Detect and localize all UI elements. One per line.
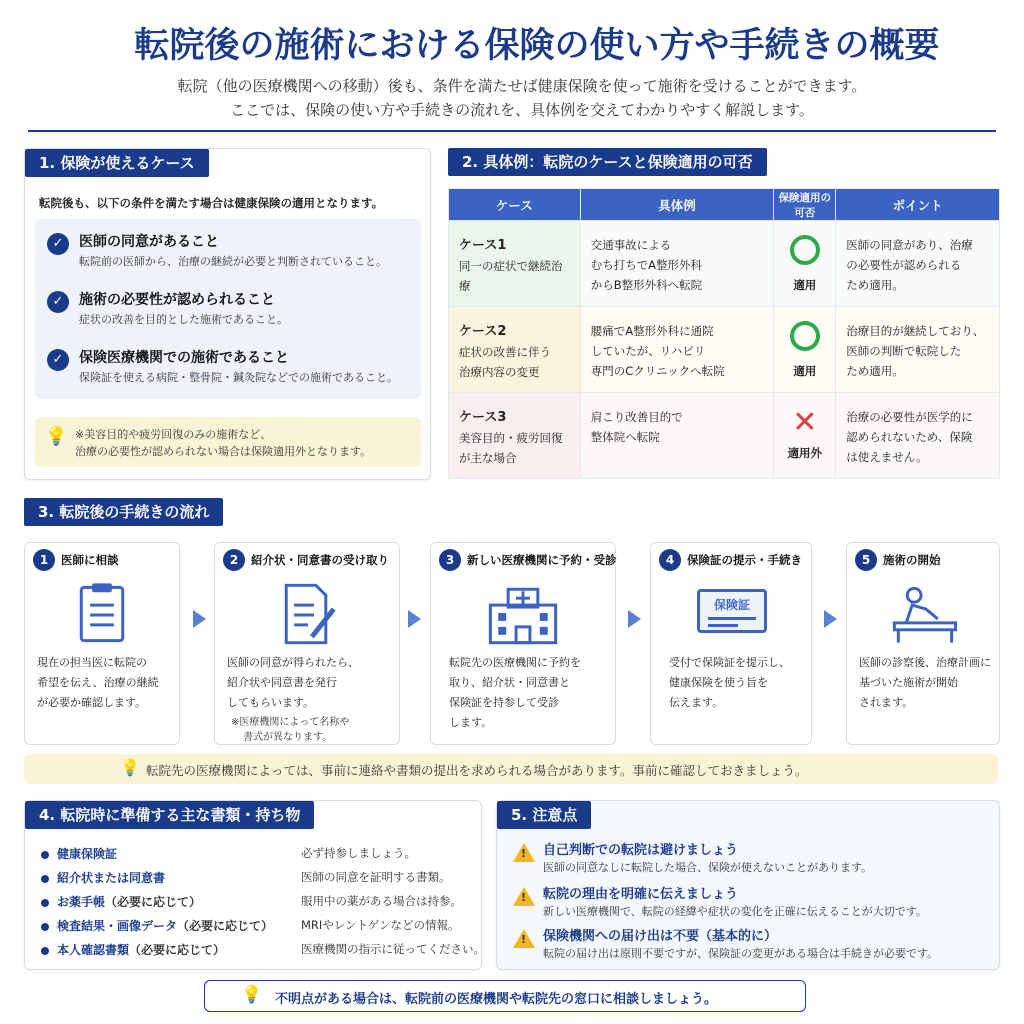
intro-text (0, 74, 1024, 122)
step-card (214, 542, 400, 745)
clipboard-icon (25, 583, 179, 645)
example-cell: 腰痛でA整形外科に通院 していたが、リハビリ 専門のCクリニックへ転院 (580, 307, 774, 393)
lightbulb-icon: 💡 (45, 426, 68, 447)
condition-desc: 転院前の医師から、治療の継続が必要と判断されていること。 (79, 255, 387, 268)
examples-table (448, 188, 1000, 479)
flow-note (24, 754, 998, 784)
step-note: ※医療機関によって名称や 書式が異なります。 (231, 717, 350, 743)
section-documents (24, 800, 485, 970)
caution-head: 転院の理由を明確に伝えましょう (543, 887, 739, 902)
caution-head: 自己判断での転院は避けましょう (543, 843, 739, 858)
section-lead: 転院後も、以下の条件を満たす場合は健康保険の適用となります。 (39, 196, 384, 210)
step-desc: 受付で保険証を提示し、 健康保険を使う旨を 伝えます。 (669, 656, 790, 709)
step-title: 医師に相談 (61, 553, 119, 567)
list-item: お薬手帳（必要に応じて） 服用中の薬がある場合は持参。 (41, 893, 201, 910)
section-title: 4. 転院時に準備する主な書類・持ち物 (25, 801, 314, 829)
document-pen-icon (215, 583, 399, 645)
step-number: 3 (439, 549, 461, 571)
table-row (449, 393, 1000, 479)
cross-ng-icon: ✕ (792, 405, 818, 440)
note-text (75, 426, 371, 460)
bullet-dot-icon (41, 851, 49, 859)
warning-icon: ! (513, 887, 535, 906)
section-title: 3. 転院後の手続きの流れ (24, 498, 223, 526)
step-card (846, 542, 1000, 745)
result-cell: 適用 (774, 307, 836, 393)
step-desc: 現在の担当医に転院の 希望を伝え、治療の継続 が必要か確認します。 (37, 656, 159, 709)
section-insurance-cases (24, 148, 431, 480)
section-title: 5. 注意点 (497, 801, 591, 829)
caution-desc: 転院の届け出は原則不要ですが、保険証の変更がある場合は手続きが必要です。 (543, 947, 939, 960)
case-cell: ケース3 美容目的・疲労回復 が主な場合 (449, 393, 581, 479)
condition-head: 保険医療機関での施術であること (79, 350, 289, 366)
lightbulb-icon: 💡 (120, 758, 140, 777)
step-title: 保険証の提示・手続き (687, 553, 802, 567)
condition-desc: 保険証を使える病院・整骨院・鍼灸院などでの施術であること。 (79, 371, 398, 384)
result-cell: ✕ 適用外 (774, 393, 836, 479)
example-cell: 肩こり改善目的で 整体院へ転院 (580, 393, 774, 479)
list-item: 検査結果・画像データ（必要に応じて） MRIやレントゲンなどの情報。 (41, 917, 273, 934)
case-cell: ケース2 症状の改善に伴う 治療内容の変更 (449, 307, 581, 393)
section-cautions (496, 800, 1000, 970)
footer-text: 不明点がある場合は、転院前の医療機関や転院先の窓口に相談しましょう。 (275, 992, 718, 1007)
arrow-right-icon (193, 610, 206, 628)
section-title: 1. 保険が使えるケース (25, 149, 209, 177)
step-number: 4 (659, 549, 681, 571)
footer-note (204, 980, 806, 1012)
intro-line: ここでは、保険の使い方や手続きの流れを、具体例を交えてわかりやすく解説します。 (230, 101, 814, 119)
step-number: 2 (223, 549, 245, 571)
conditions-box (35, 219, 421, 399)
treatment-bed-icon (847, 583, 999, 645)
caution-desc: 新しい医療機関で、転院の経緯や症状の変化を正確に伝えることが大切です。 (543, 905, 927, 918)
check-icon: ✓ (47, 349, 69, 371)
condition-head: 施術の必要性が認められること (79, 292, 275, 308)
card-label: 保険証 (713, 598, 750, 612)
step-card (24, 542, 180, 745)
warning-icon: ! (513, 929, 535, 948)
step-desc: 医師の同意が得られたら、 紹介状や同意書を発行 してもらいます。 (227, 656, 359, 709)
step-number: 1 (33, 549, 55, 571)
section-title: 2. 具体例：転院のケースと保険適用の可否 (448, 148, 767, 176)
condition-head: 医師の同意があること (79, 234, 219, 250)
arrow-right-icon (408, 610, 421, 628)
condition-desc: 症状の改善を目的とした施術であること。 (79, 313, 288, 326)
table-header-row (449, 189, 1000, 221)
step-number: 5 (855, 549, 877, 571)
note-line: ※美容目的や疲労回復のみの施術など、 (75, 428, 272, 441)
note-text: 転院先の医療機関によっては、事前に連絡や書類の提出を求められる場合があります。事前に確認しておきましょう。 (146, 763, 808, 778)
step-card (430, 542, 616, 745)
list-item: 紹介状または同意書 医師の同意を証明する書類。 (41, 869, 165, 886)
insurance-card-icon (651, 583, 811, 645)
case-cell: ケース1 同一の症状で継続治療 (449, 221, 581, 307)
circle-ok-icon (790, 235, 820, 265)
column-header: ケース (449, 189, 581, 221)
arrow-right-icon (824, 610, 837, 628)
point-cell: 医師の同意があり、治療 の必要性が認められる ため適用。 (836, 221, 1000, 307)
section-examples (448, 148, 1004, 480)
bullet-dot-icon (41, 947, 49, 955)
caution-head: 保険機関への届け出は不要（基本的に） (543, 929, 778, 944)
step-title: 新しい医療機関に予約・受診 (467, 553, 617, 567)
step-card (650, 542, 812, 745)
result-cell: 適用 (774, 221, 836, 307)
warning-icon: ! (513, 843, 535, 862)
table-row (449, 307, 1000, 393)
bullet-dot-icon (41, 875, 49, 883)
circle-ok-icon (790, 321, 820, 351)
check-icon: ✓ (47, 291, 69, 313)
check-icon: ✓ (47, 233, 69, 255)
lightbulb-icon: 💡 (241, 985, 263, 1005)
step-title: 紹介状・同意書の受け取り (251, 553, 389, 567)
note-box (35, 417, 421, 467)
step-desc: 転院先の医療機関に予約を 取り、紹介状・同意書と 保険証を持参して受診 します。 (449, 656, 581, 729)
column-header: 具体例 (580, 189, 774, 221)
hospital-icon (431, 583, 615, 645)
list-item: 本人確認書類（必要に応じて） 医療機関の指示に従ってください。 (41, 941, 225, 958)
intro-line: 転院（他の医療機関への移動）後も、条件を満たせば健康保険を使って施術を受けることができます。 (177, 77, 867, 95)
point-cell: 治療の必要性が医学的に 認められないため、保険 は使えません。 (836, 393, 1000, 479)
page-title: 転院後の施術における保険の使い方や手続きの概要 (134, 26, 940, 66)
bullet-dot-icon (41, 923, 49, 931)
column-header: 保険適用の可否 (774, 189, 836, 221)
column-header: ポイント (836, 189, 1000, 221)
step-title: 施術の開始 (883, 553, 941, 567)
point-cell: 治療目的が継続しており、 医師の判断で転院した ため適用。 (836, 307, 1000, 393)
example-cell: 交通事故による むち打ちでA整形外科 からB整形外科へ転院 (580, 221, 774, 307)
list-item: 健康保険証 必ず持参しましょう。 (41, 845, 117, 862)
arrow-right-icon (628, 610, 641, 628)
caution-desc: 医師の同意なしに転院した場合、保険が使えないことがあります。 (543, 861, 873, 874)
step-desc: 医師の診察後、治療計画に 基づいた施術が開始 されます。 (859, 656, 991, 709)
table-row (449, 221, 1000, 307)
note-line: 治療の必要性が認められない場合は保険適用外となります。 (75, 445, 372, 458)
title-divider (28, 130, 996, 132)
bullet-dot-icon (41, 899, 49, 907)
